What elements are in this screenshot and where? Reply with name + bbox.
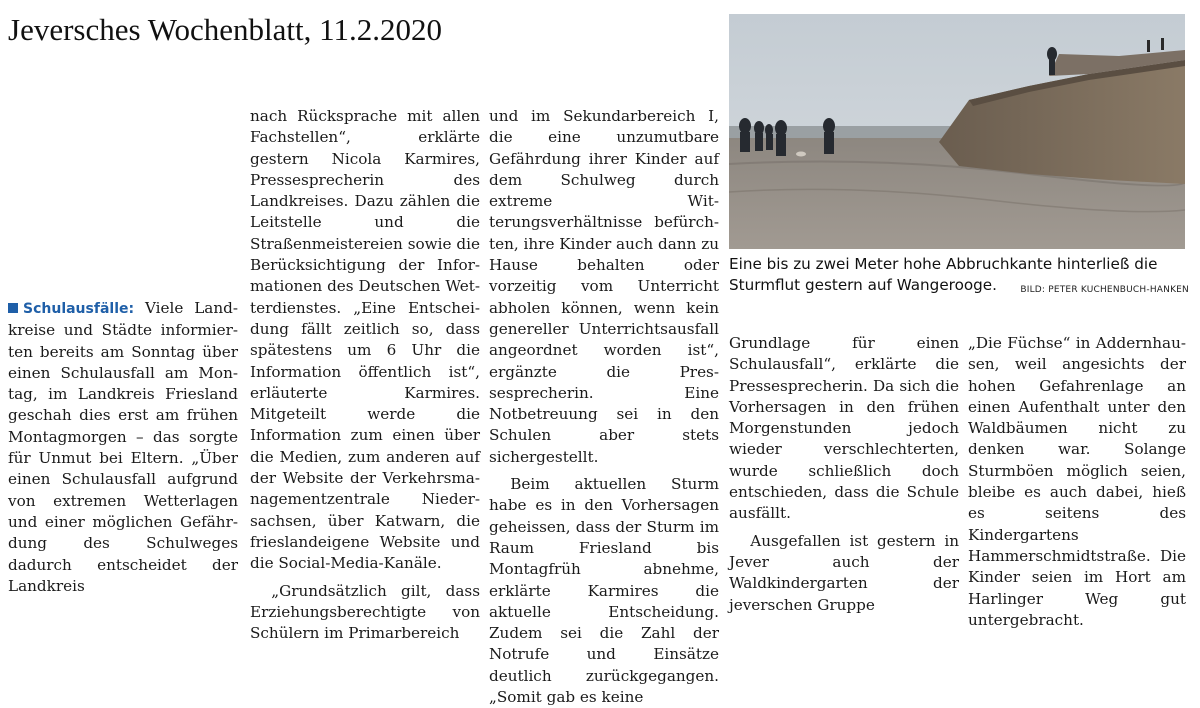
paragraph: und im Sekundarbereich I, die eine unzumutbare Gefährdung ihrer Kinder auf dem Schulweg durch extreme Witterungsverhältnisse befürchten, ihre Kinder auch dann zu Hause behalten oder vorzeitig vom Unterricht abholen können, wenn kein genereller Unterrichtsausfall angeordnet worden ist“, ergänzte die Pressesprecherin. Eine Notbetreuung sei in den Schulen aber stets sichergestellt. bbox=[489, 107, 719, 466]
article-kicker: Schulausfälle: bbox=[23, 301, 135, 317]
article-column-2 bbox=[250, 106, 480, 644]
paragraph: nach Rücksprache mit allen Fachstellen“, erklärte gestern Nicola Karmires, Pressesprecherin des Landkreises. Dazu zählen die Leitstelle und die Straßenmeistereien sowie die Berücksichtigung der Informationen des Deutschen Wetterdienstes. „Eine Entscheidung fällt zeitlich so, dass spätestens um 6 Uhr die Information öffentlich ist“, erläuterte Karmires. Mitgeteilt werde die Information zum einen über die Medien, zum anderen auf der Website der Verkehrsmanagementzentrale Niedersachsen, über Katwarn, die frieslandeigene Website und die Social-Media-Kanäle. bbox=[250, 107, 480, 573]
caption-text: Eine bis zu zwei Meter hohe Abbruchkante hinterließ die Sturmflut gestern auf Wangerooge. bbox=[729, 255, 1158, 294]
beach-photo bbox=[729, 14, 1185, 249]
paragraph: Ausgefallen ist gestern in Jever auch der Waldkindergarten der jeverschen Gruppe bbox=[729, 531, 959, 614]
paragraph: Beim aktuellen Sturm habe es in den Vorhersagen geheissen, dass der Sturm im Raum Friesland bis Montagfrüh abnehme, erklärte Karmires die aktuelle Entscheidung. Zudem sei die Zahl der Notrufe und Einsätze deutlich zurückgegangen. „Somit gab es keine bbox=[489, 475, 719, 707]
masthead: Jeversches Wochenblatt, 11.2.2020 bbox=[8, 12, 442, 47]
article-column-3 bbox=[489, 106, 719, 708]
beach-erosion-image bbox=[729, 14, 1185, 249]
lead-text: Viele Landkreise und Städte informierten bereits am Sonntag über einen Schulausfall am Montag, im Landkreis Friesland geschah dies erst am frühen Montagmorgen – das sorgte für Unmut bei Eltern. „Über einen Schulausfall aufgrund von extremen Wetterlagen und einer möglichen Gefährdung des Schulweges dadurch entscheidet der Landkreis bbox=[8, 299, 238, 595]
photo-credit: BILD: PETER KUCHENBUCH-HANKEN bbox=[1020, 285, 1189, 295]
article-column-5 bbox=[968, 333, 1186, 631]
article-column-1 bbox=[8, 298, 238, 597]
paragraph: „Grundsätzlich gilt, dass Erziehungsberechtigte von Schülern im Primarbereich bbox=[250, 581, 480, 643]
article-lead-paragraph bbox=[8, 298, 238, 597]
kicker-square-icon bbox=[8, 303, 18, 313]
paragraph: „Die Füchse“ in Addernhausen, weil angesichts der hohen Gefahrenlage an einen Aufenthalt unter den Waldbäumen nicht zu denken war. Solange Sturmböen möglich seien, bleibe es auch dabei, hieß es seitens des Kindergartens Hammerschmidtstraße. Die Kinder seien im Hort am Harlinger Weg gut untergebracht. bbox=[968, 334, 1186, 629]
paragraph: Grundlage für einen Schulausfall“, erklärte die Pressesprecherin. Da sich die Vorhersagen in den frühen Morgenstunden jedoch wieder verschlechterten, wurde schließlich doch entschieden, dass die Schule ausfällt. bbox=[729, 334, 959, 523]
article-column-4 bbox=[729, 333, 959, 616]
photo-caption bbox=[729, 254, 1189, 301]
